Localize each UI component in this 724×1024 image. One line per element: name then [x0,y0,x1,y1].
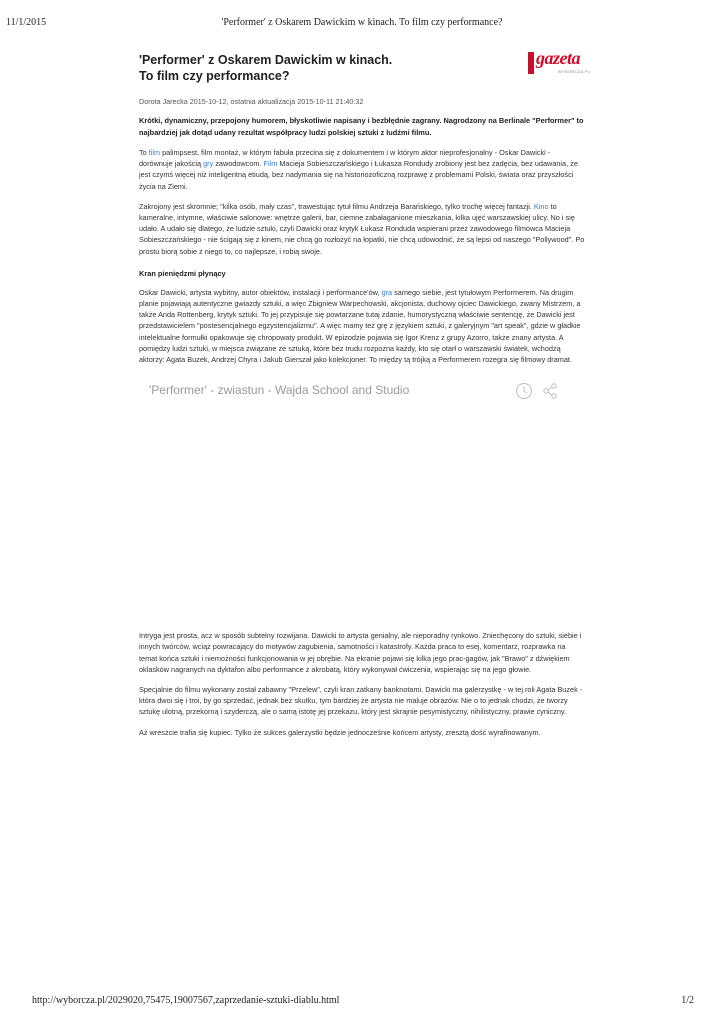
paragraph-2 [139,201,585,257]
print-date: 11/1/2015 [6,17,47,28]
video-title[interactable]: 'Performer' - zwiastun - Wajda School and Studio [149,383,410,398]
text: palimpsest, film montaż, w którym fabuła przecina się z dokumentem i w którym aktor nieprofesjonalny - Oskar Dawicki - dorównuje jakością [139,148,551,169]
paragraph-5: Specjalnie do filmu wykonany został zabawny "Przelew", czyli kran zatkany banknotami. Dawicki ma galerzystkę - w tej roli Agata Buzek - która dwoi się i troi, by go sprzedać, jednak bez skutku, tym bardziej że artysta nie maluje obrazów. Nie o to jednak chodzi, że tworzy sztukę ulotną, przekorną i szyderczą, ale o samą istotę jej przekazu, który jest skrajnie pesymistyczny, nihilistyczny, prawie cyniczny. [139,685,583,717]
logo-subtext: WYBORCZA.PL [558,69,591,74]
paragraph-6: Aż wreszcie trafia się kupiec. Tylko że sukces galerzystki będzie jednocześnie końcem artysty, zresztą dość wyrafinowanym. [139,727,541,737]
video-player-area[interactable] [139,403,585,621]
article-title-line2: To film czy performance? [139,69,290,83]
article [139,52,585,738]
print-url: http://wyborcza.pl/2029020,75475,19007567,zaprzedanie-sztuki-diablu.html [32,995,340,1006]
text: Oskar Dawicki, artysta wybitny, autor obiektów, instalacji i performance'ów, [139,287,382,297]
link-gry[interactable]: gry [203,159,214,169]
paragraph-1 [139,147,585,192]
paragraph-3 [139,287,585,365]
article-title-line1: 'Performer' z Oskarem Dawickim w kinach. [139,53,393,67]
share-icon[interactable] [541,382,559,405]
subheading: Kran pieniędzmi płynący [139,268,226,278]
link-film[interactable]: film [148,148,161,157]
print-page-number: 1/2 [681,995,694,1006]
text: Zakrojony jest skromnie; "kilka osób, mały czas", trawestując tytuł filmu Andrzeja Barańskiego, tylko trochę więcej fantazji. [139,201,534,211]
text: zawodowcom. [213,159,264,169]
text: To [139,148,149,157]
video-embed-bar[interactable] [139,379,585,403]
article-lead: Krótki, dynamiczny, przepojony humorem, błyskotliwie napisany i bezbłędnie zagrany. Nagrodzony na Berlinale "Performer" to najbardziej jak dotąd udany rezultat współpracy ludzi polskiej sztuki z ludźmi filmu. [139,116,584,137]
clock-icon[interactable] [515,382,533,405]
link-kino[interactable]: Kino [533,201,549,211]
paragraph-4: Intryga jest prosta, acz w sposób subtelny rozwijana. Dawicki to artysta genialny, ale nieporadny rynkowo. Zniechęcony do sztuki, siebie i innych twórców, wciąż powracający do motywów zagubienia, samotności i katastrofy. Każda praca to esej, komentarz, rozprawka na temat końca sztuki i niemożności funkcjonowania w jej obrębie. Na ekranie pojawi się kilka jego prac-gagów, jak "Brawo" z dźwiękiem oklasków nagranych na dyktafon albo performance z akrobatą, który wykonywał ćwiczenia, wspierając się na jego głowie. [139,631,582,674]
text: samego siebie, jest tytułowym Performerem. Na drugim planie pojawiają autentyczne gwiazdy sztuki, a więc Zbigniew Warpechowski, akcjonista, duchowy ojciec Dawickiego, zwany Mistrzem, a także Anda Rottenberg, krytyk sztuki. To jej przypisuje się powtarzane tutaj zdanie, humorystyczną właściwie sentencję, że Dawicki jest przedstawicielem "postesencjalnego egzystencjalizmu". A więc mamy też grę z językiem sztuki, z galeryjnym "art speak", gdzie w gładkie intelektualne formułki opakowuje się chropowaty produkt. W epizodzie pojawia się Igor Krenz z grupy Azorro, także znany artysta. A pomiędzy ludzi sztuki, w miejsca związane ze sztuką, które bez trudu rozpozna każdy, kto się otarł o warszawski światek, wchodzą aktorzy: Agata Buzek, Andrzej Chyra i Jakub Gierszał jako kolekcjoner. To między tą trójką a Performerem rozegra się filmowy dramat. [139,287,581,365]
link-gra[interactable]: gra [381,287,393,297]
logo-text: gazeta [536,48,580,68]
article-title [139,52,585,84]
link-film-2[interactable]: Film [263,159,278,169]
text: Macieja Sobieszczańskiego i Łukasza Rondudy zrobiony jest bez zadęcia, bez udawania, że jest czymś więcej niż inteligentną etiudą, bez nadymania się na historiozoficzną rozprawę z problemami Polski, świata oraz przyszłości życia na Ziemi. [139,159,578,191]
byline: Dorota Jarecka 2015-10-12, ostatnia aktualizacja 2015-10-11 21:40:32 [139,97,364,106]
text: to kameralne, intymne, właściwie salonowe: wnętrze galerii, bar, ciemne zabałaganione mieszkania, kilka ujęć warszawskiej ulicy. No i się udało. A udało się dlatego, że ludzie sztuki, czyli Dawicki oraz krytyk Łukasz Ronduda wspierani przez zawodowego filmowca Macieja Sobieszczańskiego - nie ścigają się z kinem, nie chcą go rozłożyć na łopatki, nie chcą udowodnić, że są lepsi od naszego "Pollywood". Po prostu biorą sobie z niego to, co najlepsze, i robią swoje. [139,201,585,256]
print-title: 'Performer' z Oskarem Dawickim w kinach. To film czy performance? [221,17,503,28]
